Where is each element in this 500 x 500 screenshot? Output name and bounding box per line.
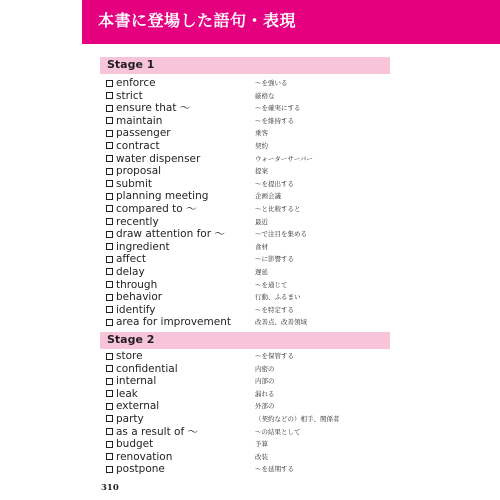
vocab-term: postpone [116,463,165,476]
stage-1-header [100,57,390,74]
vocab-term: area for improvement [116,316,231,329]
stage-1-label: Stage 1 [107,58,155,71]
vocab-term: affect [116,253,147,266]
vocab-meaning: （契約などの）相手、関係者 [255,414,340,423]
vocab-term: leak [116,387,138,400]
vocab-term: renovation [116,450,173,463]
vocab-meaning: ～を通じて [255,280,288,289]
vocab-row [106,140,406,153]
vocab-meaning: 厳格な [255,91,275,100]
vocab-meaning: ～を提出する [255,179,294,188]
vocab-row [106,279,406,292]
checkbox-icon[interactable] [106,441,113,448]
vocab-row [106,426,406,439]
vocab-term: store [116,350,143,362]
checkbox-icon[interactable] [106,193,113,200]
vocab-meaning: ～を確実にする [255,104,301,113]
checkbox-icon[interactable] [106,319,113,326]
vocab-meaning: 企画会議 [255,192,281,201]
checkbox-icon[interactable] [106,365,113,372]
vocab-row [106,350,406,363]
vocab-meaning: 最近 [255,217,268,226]
vocab-term: submit [116,177,153,190]
checkbox-icon[interactable] [106,105,113,112]
vocab-row [106,241,406,254]
vocab-row [106,228,406,241]
checkbox-icon[interactable] [106,466,113,473]
vocab-term: enforce [116,77,156,89]
vocab-term: strict [116,89,143,102]
checkbox-icon[interactable] [106,218,113,225]
vocab-term: compared to ～ [116,202,197,215]
vocab-row [106,463,406,476]
checkbox-icon[interactable] [106,92,113,99]
checkbox-icon[interactable] [106,117,113,124]
vocab-row [106,115,406,128]
vocab-term: party [116,412,144,425]
checkbox-icon[interactable] [106,378,113,385]
checkbox-icon[interactable] [106,231,113,238]
stage-1-vocab-list [106,77,406,329]
vocab-term: water dispenser [116,152,201,165]
vocab-row [106,90,406,103]
vocab-row [106,291,406,304]
vocab-term: as a result of ～ [116,425,199,438]
vocab-term: maintain [116,114,163,127]
vocab-meaning: 改装 [255,452,268,461]
vocab-row [106,316,406,329]
vocab-meaning: 内部の [255,377,275,386]
checkbox-icon[interactable] [106,142,113,149]
vocab-meaning: 行動、ふるまい [255,293,301,302]
vocab-row [106,253,406,266]
vocab-meaning: ～の結果として [255,427,301,436]
checkbox-icon[interactable] [106,256,113,263]
vocab-row [106,375,406,388]
vocab-meaning: 遅延 [255,267,268,276]
checkbox-icon[interactable] [106,168,113,175]
vocab-row [106,216,406,229]
checkbox-icon[interactable] [106,80,113,87]
vocab-row [106,77,406,90]
checkbox-icon[interactable] [106,268,113,275]
checkbox-icon[interactable] [106,306,113,313]
vocab-meaning: ウォーターサーバー [255,154,313,163]
vocab-term: ensure that ～ [116,102,191,115]
vocab-meaning: ～に影響する [255,255,294,264]
vocab-row [106,153,406,166]
checkbox-icon[interactable] [106,130,113,137]
vocab-row [106,127,406,140]
vocab-term: delay [116,265,145,278]
stage-2-header [100,332,390,349]
header-bar [82,0,500,44]
vocab-term: proposal [116,165,162,178]
vocab-meaning: ～を保管する [255,352,294,360]
page-number: 310 [101,483,119,493]
vocab-row [106,413,406,426]
vocab-row [106,388,406,401]
checkbox-icon[interactable] [106,390,113,397]
checkbox-icon[interactable] [106,294,113,301]
checkbox-icon[interactable] [106,180,113,187]
vocab-meaning: ～で注目を集める [255,230,307,239]
vocab-term: passenger [116,127,171,140]
vocab-meaning: ～と比較すると [255,204,301,213]
vocab-row [106,363,406,376]
vocab-term: ingredient [116,240,170,253]
vocab-term: external [116,400,160,413]
vocab-meaning: 漏れる [255,389,275,398]
vocab-meaning: 改善点、改善領域 [255,318,307,327]
stage-2-vocab-list [106,350,406,476]
vocab-term: planning meeting [116,190,209,203]
checkbox-icon[interactable] [106,155,113,162]
vocab-row [106,451,406,464]
checkbox-icon[interactable] [106,281,113,288]
checkbox-icon[interactable] [106,403,113,410]
checkbox-icon[interactable] [106,453,113,460]
vocab-row [106,203,406,216]
checkbox-icon[interactable] [106,205,113,212]
vocab-row [106,266,406,279]
vocab-term: recently [116,215,159,228]
vocab-term: draw attention for ～ [116,228,225,241]
vocab-meaning: 予算 [255,440,268,449]
vocab-meaning: ～を延期する [255,465,294,474]
vocab-meaning: 乗客 [255,129,268,138]
vocab-meaning: ～を特定する [255,305,294,314]
vocab-meaning: ～を強いる [255,79,288,87]
vocab-term: internal [116,375,157,388]
checkbox-icon[interactable] [106,415,113,422]
vocab-meaning: 外部の [255,402,275,411]
vocab-term: identify [116,303,156,316]
vocab-meaning: 提案 [255,167,268,176]
vocab-meaning: ～を維持する [255,116,294,125]
vocab-term: through [116,278,158,291]
stage-2-label: Stage 2 [107,333,155,346]
vocab-row [106,190,406,203]
vocab-row [106,165,406,178]
vocab-term: behavior [116,291,163,304]
vocab-meaning: 食材 [255,242,268,251]
vocab-meaning: 内密の [255,364,275,373]
checkbox-icon[interactable] [106,243,113,250]
checkbox-icon[interactable] [106,428,113,435]
vocab-term: budget [116,438,154,451]
vocab-row [106,102,406,115]
vocab-row [106,304,406,317]
vocab-meaning: 契約 [255,141,268,150]
vocab-term: contract [116,139,160,152]
vocab-row [106,178,406,191]
checkbox-icon[interactable] [106,353,113,360]
page-title: 本書に登場した語句・表現 [98,11,297,30]
vocab-term: confidential [116,362,178,375]
vocab-row [106,438,406,451]
vocab-row [106,400,406,413]
